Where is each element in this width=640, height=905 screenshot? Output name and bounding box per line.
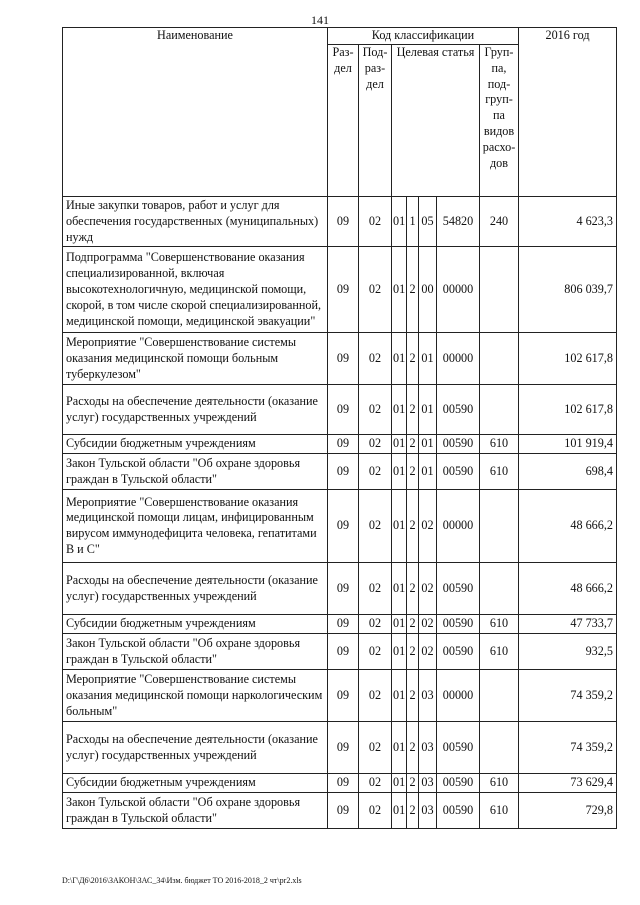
row-expense-group — [480, 385, 519, 435]
row-section: 09 — [328, 333, 359, 385]
row-target-direction: 00590 — [437, 615, 480, 634]
row-expense-group: 610 — [480, 615, 519, 634]
row-target-program: 01 — [392, 793, 407, 829]
table-body — [63, 196, 617, 828]
row-target-event: 03 — [419, 722, 437, 774]
row-target-program: 01 — [392, 333, 407, 385]
row-name: Закон Тульской области "Об охране здоровья граждан в Тульской области" — [63, 454, 328, 490]
row-target-event: 02 — [419, 634, 437, 670]
header-subsection: Под- раз- дел — [359, 44, 392, 196]
row-expense-group — [480, 247, 519, 333]
row-target-direction: 00000 — [437, 333, 480, 385]
row-section: 09 — [328, 490, 359, 563]
row-amount: 102 617,8 — [519, 385, 617, 435]
row-section: 09 — [328, 774, 359, 793]
row-target-program: 01 — [392, 385, 407, 435]
row-expense-group — [480, 722, 519, 774]
row-target-subprogram: 2 — [407, 722, 419, 774]
row-target-subprogram: 2 — [407, 774, 419, 793]
row-target-subprogram: 2 — [407, 435, 419, 454]
row-target-program: 01 — [392, 454, 407, 490]
row-target-direction: 00590 — [437, 722, 480, 774]
row-name: Субсидии бюджетным учреждениям — [63, 774, 328, 793]
row-target-event: 01 — [419, 454, 437, 490]
row-amount: 47 733,7 — [519, 615, 617, 634]
row-name: Закон Тульской области "Об охране здоровья граждан в Тульской области" — [63, 793, 328, 829]
file-path-footer: D:\Г\Д6\2016\ЗАКОН\ЗАС_34\Изм. бюджет ТО 2016-2018_2 чт\pr2.xls — [62, 876, 302, 885]
row-name: Расходы на обеспечение деятельности (оказание услуг) государственных учреждений — [63, 385, 328, 435]
row-expense-group: 240 — [480, 196, 519, 247]
row-target-direction: 00590 — [437, 385, 480, 435]
row-expense-group — [480, 563, 519, 615]
page-number: 141 — [311, 13, 329, 27]
row-target-direction: 00000 — [437, 490, 480, 563]
row-amount: 74 359,2 — [519, 722, 617, 774]
table-row — [63, 247, 617, 333]
row-subsection: 02 — [359, 196, 392, 247]
row-amount: 74 359,2 — [519, 670, 617, 722]
row-section: 09 — [328, 670, 359, 722]
row-expense-group — [480, 490, 519, 563]
row-section: 09 — [328, 634, 359, 670]
table-row — [63, 385, 617, 435]
row-target-event: 03 — [419, 774, 437, 793]
row-target-direction: 00590 — [437, 793, 480, 829]
row-subsection: 02 — [359, 563, 392, 615]
row-target-program: 01 — [392, 615, 407, 634]
table-row — [63, 793, 617, 829]
row-subsection: 02 — [359, 490, 392, 563]
row-target-subprogram: 2 — [407, 563, 419, 615]
row-target-program: 01 — [392, 196, 407, 247]
row-name: Мероприятие "Совершенствование оказания медицинской помощи лицам, инфицированным вирусом иммунодефицита человека, гепатитами В и С" — [63, 490, 328, 563]
row-subsection: 02 — [359, 615, 392, 634]
row-amount: 101 919,4 — [519, 435, 617, 454]
table-row — [63, 563, 617, 615]
row-name: Расходы на обеспечение деятельности (оказание услуг) государственных учреждений — [63, 722, 328, 774]
table-row — [63, 722, 617, 774]
row-target-event: 03 — [419, 793, 437, 829]
row-target-subprogram: 2 — [407, 634, 419, 670]
row-section: 09 — [328, 722, 359, 774]
row-section: 09 — [328, 247, 359, 333]
row-target-direction: 00590 — [437, 563, 480, 615]
row-subsection: 02 — [359, 774, 392, 793]
row-name: Подпрограмма "Совершенствование оказания специализированной, включая высокотехнологичную, медицинской помощи, скорой, в том числе скорой специализированной, медицинской помощи, медицинской эвакуации" — [63, 247, 328, 333]
row-amount: 73 629,4 — [519, 774, 617, 793]
row-target-direction: 00000 — [437, 670, 480, 722]
row-expense-group: 610 — [480, 774, 519, 793]
row-section: 09 — [328, 615, 359, 634]
row-section: 09 — [328, 435, 359, 454]
row-target-program: 01 — [392, 247, 407, 333]
table-row — [63, 454, 617, 490]
row-section: 09 — [328, 563, 359, 615]
row-amount: 48 666,2 — [519, 490, 617, 563]
row-target-direction: 00590 — [437, 454, 480, 490]
table-row — [63, 615, 617, 634]
table-row — [63, 435, 617, 454]
row-expense-group — [480, 670, 519, 722]
row-subsection: 02 — [359, 454, 392, 490]
row-target-event: 01 — [419, 333, 437, 385]
table-header — [63, 28, 617, 197]
header-year: 2016 год — [519, 28, 617, 197]
table-row — [63, 670, 617, 722]
row-target-program: 01 — [392, 435, 407, 454]
row-target-event: 02 — [419, 490, 437, 563]
row-target-program: 01 — [392, 634, 407, 670]
row-target-direction: 00590 — [437, 774, 480, 793]
row-subsection: 02 — [359, 435, 392, 454]
row-target-subprogram: 2 — [407, 333, 419, 385]
header-section: Раз- дел — [328, 44, 359, 196]
row-name: Субсидии бюджетным учреждениям — [63, 435, 328, 454]
row-target-subprogram: 1 — [407, 196, 419, 247]
row-name: Мероприятие "Совершенствование системы оказания медицинской помощи больным туберкулезом" — [63, 333, 328, 385]
table-row — [63, 490, 617, 563]
row-subsection: 02 — [359, 793, 392, 829]
row-target-program: 01 — [392, 563, 407, 615]
row-section: 09 — [328, 454, 359, 490]
row-amount: 806 039,7 — [519, 247, 617, 333]
row-section: 09 — [328, 793, 359, 829]
row-section: 09 — [328, 196, 359, 247]
row-subsection: 02 — [359, 385, 392, 435]
row-name: Мероприятие "Совершенствование системы оказания медицинской помощи наркологическим больным" — [63, 670, 328, 722]
row-target-subprogram: 2 — [407, 793, 419, 829]
row-expense-group: 610 — [480, 793, 519, 829]
row-target-event: 00 — [419, 247, 437, 333]
row-subsection: 02 — [359, 670, 392, 722]
row-target-event: 02 — [419, 563, 437, 615]
row-target-event: 01 — [419, 435, 437, 454]
table-row — [63, 634, 617, 670]
row-amount: 102 617,8 — [519, 333, 617, 385]
row-name: Иные закупки товаров, работ и услуг для обеспечения государственных (муниципальных) нужд — [63, 196, 328, 247]
row-target-event: 02 — [419, 615, 437, 634]
row-section: 09 — [328, 385, 359, 435]
row-amount: 932,5 — [519, 634, 617, 670]
row-target-event: 01 — [419, 385, 437, 435]
row-name: Субсидии бюджетным учреждениям — [63, 615, 328, 634]
row-expense-group: 610 — [480, 435, 519, 454]
table-row — [63, 774, 617, 793]
row-target-direction: 00000 — [437, 247, 480, 333]
header-target: Целевая статья — [392, 44, 480, 196]
row-target-program: 01 — [392, 490, 407, 563]
row-target-program: 01 — [392, 774, 407, 793]
row-name: Закон Тульской области "Об охране здоровья граждан в Тульской области" — [63, 634, 328, 670]
row-target-subprogram: 2 — [407, 247, 419, 333]
row-subsection: 02 — [359, 634, 392, 670]
row-target-program: 01 — [392, 670, 407, 722]
row-target-event: 05 — [419, 196, 437, 247]
row-target-program: 01 — [392, 722, 407, 774]
row-target-subprogram: 2 — [407, 670, 419, 722]
row-amount: 729,8 — [519, 793, 617, 829]
header-classification: Код классификации — [328, 28, 519, 45]
header-expense-group: Груп- па, под- груп- па видов расхо- дов — [480, 44, 519, 196]
row-target-direction: 54820 — [437, 196, 480, 247]
row-target-subprogram: 2 — [407, 385, 419, 435]
row-subsection: 02 — [359, 722, 392, 774]
row-target-subprogram: 2 — [407, 615, 419, 634]
row-target-direction: 00590 — [437, 634, 480, 670]
budget-table — [62, 27, 617, 829]
row-target-subprogram: 2 — [407, 454, 419, 490]
row-amount: 4 623,3 — [519, 196, 617, 247]
row-target-subprogram: 2 — [407, 490, 419, 563]
table-row — [63, 196, 617, 247]
row-target-direction: 00590 — [437, 435, 480, 454]
row-subsection: 02 — [359, 333, 392, 385]
row-amount: 48 666,2 — [519, 563, 617, 615]
header-name: Наименование — [63, 28, 328, 197]
row-name: Расходы на обеспечение деятельности (оказание услуг) государственных учреждений — [63, 563, 328, 615]
row-amount: 698,4 — [519, 454, 617, 490]
row-subsection: 02 — [359, 247, 392, 333]
row-target-event: 03 — [419, 670, 437, 722]
row-expense-group — [480, 333, 519, 385]
table-row — [63, 333, 617, 385]
row-expense-group: 610 — [480, 634, 519, 670]
row-expense-group: 610 — [480, 454, 519, 490]
